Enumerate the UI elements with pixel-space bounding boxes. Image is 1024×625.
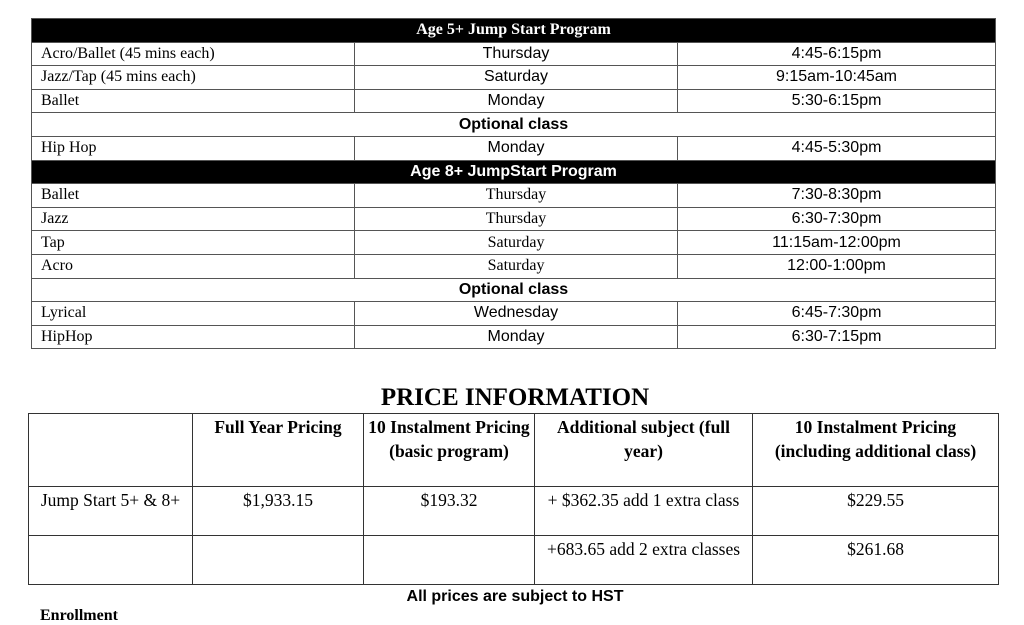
table-row — [32, 325, 996, 349]
hst-note: All prices are subject to HST — [406, 588, 624, 605]
table-row — [32, 231, 996, 255]
class-time: 6:30-7:30pm — [678, 207, 996, 231]
class-time: 4:45-6:15pm — [678, 42, 996, 66]
optional-class-label: Optional class — [32, 113, 996, 137]
class-day: Saturday — [355, 254, 678, 278]
class-day: Wednesday — [355, 302, 678, 326]
optional-class-header — [32, 113, 996, 137]
price-header-row — [29, 414, 999, 487]
class-time: 7:30-8:30pm — [678, 184, 996, 208]
table-row — [32, 89, 996, 113]
price-header-cell: Additional subject (full year) — [535, 414, 753, 487]
class-time: 12:00-1:00pm — [678, 254, 996, 278]
class-time: 4:45-5:30pm — [678, 136, 996, 160]
class-name: HipHop — [32, 325, 355, 349]
class-name: Jazz/Tap (45 mins each) — [32, 66, 355, 90]
class-name: Tap — [32, 231, 355, 255]
table-row — [32, 254, 996, 278]
table-row — [32, 184, 996, 208]
table-row — [32, 302, 996, 326]
price-cell: +683.65 add 2 extra classes — [535, 536, 753, 585]
class-day: Thursday — [355, 42, 678, 66]
age5-program-title: Age 5+ Jump Start Program — [32, 19, 996, 43]
class-name: Ballet — [32, 184, 355, 208]
class-day: Saturday — [355, 66, 678, 90]
price-header-cell: Full Year Pricing — [193, 414, 364, 487]
table-row — [32, 207, 996, 231]
class-time: 11:15am-12:00pm — [678, 231, 996, 255]
class-day: Saturday — [355, 231, 678, 255]
price-cell — [193, 536, 364, 585]
price-cell: $1,933.15 — [193, 487, 364, 536]
price-header-cell: 10 Instalment Pricing (basic program) — [364, 414, 535, 487]
price-header-cell: 10 Instalment Pricing (including additional class) — [753, 414, 999, 487]
table-row — [32, 136, 996, 160]
class-schedule-table — [31, 18, 996, 349]
class-name: Acro/Ballet (45 mins each) — [32, 42, 355, 66]
section-header-age8 — [32, 160, 996, 184]
optional-class-label: Optional class — [32, 278, 996, 302]
price-header-cell — [29, 414, 193, 487]
class-day: Thursday — [355, 207, 678, 231]
optional-class-header — [32, 278, 996, 302]
price-cell — [364, 536, 535, 585]
table-row — [29, 536, 999, 585]
table-row — [32, 42, 996, 66]
table-row — [32, 66, 996, 90]
class-name: Jazz — [32, 207, 355, 231]
enrollment-heading: Enrollment — [40, 607, 118, 624]
price-cell: $261.68 — [753, 536, 999, 585]
price-cell: $193.32 — [364, 487, 535, 536]
class-name: Lyrical — [32, 302, 355, 326]
table-row — [29, 487, 999, 536]
program-name-cell — [29, 536, 193, 585]
class-day: Monday — [355, 325, 678, 349]
class-name: Ballet — [32, 89, 355, 113]
price-table — [28, 413, 999, 585]
class-time: 6:45-7:30pm — [678, 302, 996, 326]
price-cell: + $362.35 add 1 extra class — [535, 487, 753, 536]
class-name: Acro — [32, 254, 355, 278]
class-time: 6:30-7:15pm — [678, 325, 996, 349]
price-information-heading: PRICE INFORMATION — [380, 384, 650, 411]
class-day: Thursday — [355, 184, 678, 208]
program-name-cell: Jump Start 5+ & 8+ — [29, 487, 193, 536]
class-time: 9:15am-10:45am — [678, 66, 996, 90]
class-day: Monday — [355, 136, 678, 160]
age8-program-title: Age 8+ JumpStart Program — [32, 160, 996, 184]
class-time: 5:30-6:15pm — [678, 89, 996, 113]
section-header-age5 — [32, 19, 996, 43]
price-cell: $229.55 — [753, 487, 999, 536]
class-day: Monday — [355, 89, 678, 113]
class-name: Hip Hop — [32, 136, 355, 160]
